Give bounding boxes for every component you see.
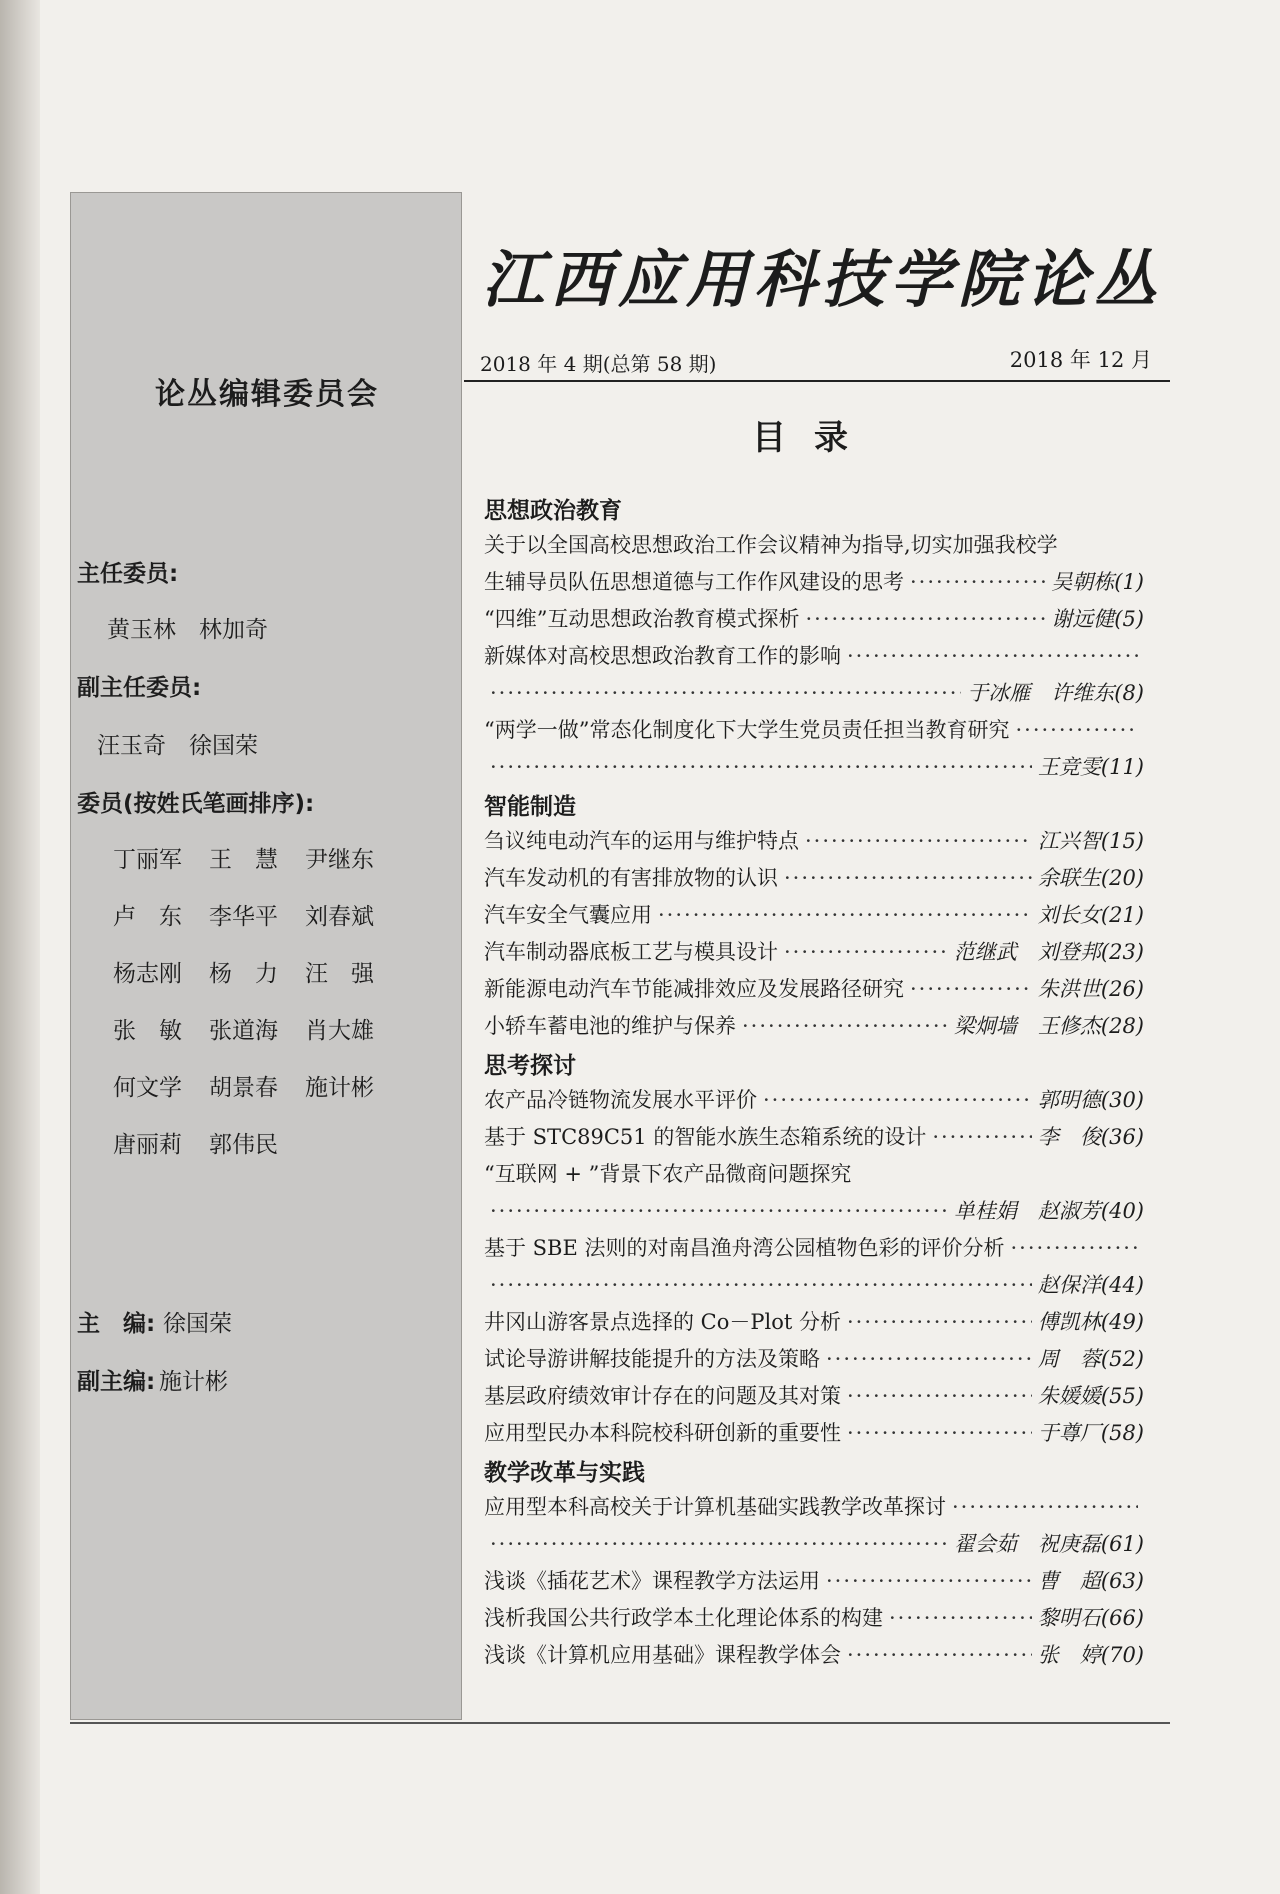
director-names: 黄玉林 林加奇 <box>107 617 268 643</box>
toc-entry <box>484 825 1144 862</box>
toc-entry-author-page: 赵保洋(44) <box>1037 1273 1144 1297</box>
toc-entry-title: 基于 STC89C51 的智能水族生态箱系统的设计 <box>484 1125 927 1149</box>
member-name: 杨志刚 <box>113 961 182 987</box>
leader-dots <box>910 570 1045 594</box>
toc-entry-title: 浅谈《插花艺术》课程教学方法运用 <box>484 1569 820 1593</box>
toc-entry-title: “四维”互动思想政治教育模式探析 <box>484 607 800 631</box>
bottom-rule <box>70 1722 1170 1724</box>
toc-entry-author-page: 余联生(20) <box>1037 866 1144 890</box>
toc-entry <box>484 566 1144 603</box>
toc-entry <box>484 1084 1144 1121</box>
toc-entry-title: 试论导游讲解技能提升的方法及策略 <box>484 1347 820 1371</box>
member-name: 张道海 <box>209 1018 278 1044</box>
leader-dots <box>847 1310 1032 1334</box>
director-label: 主任委员: <box>77 561 179 587</box>
toc-entry-author-page: 李 俊(36) <box>1037 1125 1144 1149</box>
member-list <box>113 841 401 1183</box>
member-name: 肖大雄 <box>305 1018 374 1044</box>
leader-dots <box>784 940 948 964</box>
toc-entry <box>484 1417 1144 1454</box>
toc-entry-author-page: 傅凯林(49) <box>1037 1310 1144 1334</box>
toc-entry <box>484 1232 1144 1269</box>
toc-entry-title: 应用型本科高校关于计算机基础实践教学改革探讨 <box>484 1495 946 1519</box>
toc-entry <box>484 640 1144 677</box>
toc-entry-title: 新媒体对高校思想政治教育工作的影响 <box>484 644 841 668</box>
toc-entry-author-page: 曹 超(63) <box>1037 1569 1144 1593</box>
toc-entry-title: 基于 SBE 法则的对南昌渔舟湾公园植物色彩的评价分析 <box>484 1236 1005 1260</box>
member-row <box>113 898 401 955</box>
toc-entry <box>484 1195 1144 1232</box>
toc-entry-author-page: 郭明德(30) <box>1037 1088 1144 1112</box>
toc-entry-author-page: 王竞雯(11) <box>1037 755 1144 779</box>
leader-dots <box>932 1125 1032 1149</box>
leader-dots <box>763 1088 1032 1112</box>
toc-entry-title: 基层政府绩效审计存在的问题及其对策 <box>484 1384 841 1408</box>
leader-dots <box>1015 718 1138 742</box>
leader-dots <box>784 866 1032 890</box>
chief-editor-name: 徐国荣 <box>163 1311 232 1337</box>
leader-dots <box>490 1273 1032 1297</box>
toc-entry <box>484 714 1144 751</box>
leader-dots <box>490 1199 948 1223</box>
vice-director-label: 副主任委员: <box>77 675 202 701</box>
toc-entry-title: 生辅导员队伍思想道德与工作作风建设的思考 <box>484 570 904 594</box>
toc-entry <box>484 1306 1144 1343</box>
toc-entry-title: 井冈山游客景点选择的 Co－Plot 分析 <box>484 1310 841 1334</box>
toc-entry-author-page: 张 婷(70) <box>1037 1643 1144 1667</box>
toc-entry-author-page: 黎明石(66) <box>1037 1606 1144 1630</box>
toc-entry-author-page: 刘长女(21) <box>1037 903 1144 927</box>
toc-title: 目录 <box>752 418 876 458</box>
toc-section-heading: 教学改革与实践 <box>484 1460 645 1486</box>
leader-dots <box>742 1014 948 1038</box>
chief-editor-label: 主 编: <box>77 1311 156 1337</box>
leader-dots <box>952 1495 1138 1519</box>
toc-entry <box>484 1565 1144 1602</box>
leader-dots <box>889 1606 1032 1630</box>
vice-director-names: 汪玉奇 徐国荣 <box>97 733 258 759</box>
editorial-board-title: 论丛编辑委员会 <box>155 377 379 412</box>
toc-entry-author-page: 单桂娟 赵淑芳(40) <box>953 1199 1144 1223</box>
leader-dots <box>847 1421 1032 1445</box>
toc-entry-author-page: 周 蓉(52) <box>1037 1347 1144 1371</box>
toc-entry <box>484 1639 1144 1676</box>
toc-entry <box>484 751 1144 788</box>
member-row <box>113 1126 401 1183</box>
deputy-editor-name: 施计彬 <box>159 1369 228 1395</box>
member-name: 卢 东 <box>113 904 182 930</box>
member-name: 王 慧 <box>209 847 278 873</box>
member-name: 何文学 <box>113 1075 182 1101</box>
member-name: 丁丽军 <box>113 847 182 873</box>
toc-entry <box>484 1380 1144 1417</box>
journal-title: 江西应用科技学院论丛 <box>482 243 1163 316</box>
member-name <box>305 1126 401 1183</box>
toc-entry-title: 农产品冷链物流发展水平评价 <box>484 1088 757 1112</box>
toc-entry-author-page: 梁炯墙 王修杰(28) <box>953 1014 1144 1038</box>
toc-entry-title: 汽车安全气囊应用 <box>484 903 652 927</box>
toc-section-heading: 思想政治教育 <box>484 498 622 524</box>
toc-section-heading: 智能制造 <box>484 794 576 820</box>
leader-dots <box>826 1569 1032 1593</box>
toc-entry-title: 小轿车蓄电池的维护与保养 <box>484 1014 736 1038</box>
leader-dots <box>490 681 961 705</box>
member-row <box>113 955 401 1012</box>
leader-dots <box>1011 1236 1139 1260</box>
toc-entry-author-page: 吴朝栋(1) <box>1051 570 1144 594</box>
toc-entry-title: 汽车制动器底板工艺与模具设计 <box>484 940 778 964</box>
toc-entry <box>484 899 1144 936</box>
toc-entry-title: 汽车发动机的有害排放物的认识 <box>484 866 778 890</box>
leader-dots <box>490 1532 948 1556</box>
toc-section-heading: 思考探讨 <box>484 1053 576 1079</box>
member-name: 尹继东 <box>305 847 374 873</box>
toc-entry-author-page: 谢远健(5) <box>1051 607 1144 631</box>
member-row <box>113 841 401 898</box>
toc-entry <box>484 677 1144 714</box>
toc-entry-author-page: 于冰雁 许维东(8) <box>967 681 1144 705</box>
toc-entry-author-page: 范继武 刘登邦(23) <box>953 940 1144 964</box>
leader-dots <box>910 977 1032 1001</box>
toc-entry-title: 浅谈《计算机应用基础》课程教学体会 <box>484 1643 841 1667</box>
members-label: 委员(按姓氏笔画排序): <box>77 791 315 817</box>
leader-dots <box>826 1347 1032 1371</box>
toc-entry <box>484 1343 1144 1380</box>
toc-entry-title: “两学一做”常态化制度化下大学生党员责任担当教育研究 <box>484 718 1010 742</box>
toc-entry-title: 浅析我国公共行政学本土化理论体系的构建 <box>484 1606 883 1630</box>
leader-dots <box>490 755 1032 779</box>
toc-entry <box>484 862 1144 899</box>
member-name: 郭伟民 <box>209 1132 278 1158</box>
header-rule <box>464 380 1170 382</box>
toc-entry <box>484 973 1144 1010</box>
toc-entry-author-page: 江兴智(15) <box>1037 829 1144 853</box>
member-row <box>113 1012 401 1069</box>
leader-dots <box>805 607 1045 631</box>
toc-entry-title: 应用型民办本科院校科研创新的重要性 <box>484 1421 841 1445</box>
toc-entry-line: “互联网 + ”背景下农产品微商问题探究 <box>484 1162 852 1186</box>
issue-number: 2018 年 4 期(总第 58 期) <box>480 352 717 376</box>
toc-entry-author-page: 于尊厂(58) <box>1037 1421 1144 1445</box>
leader-dots <box>847 644 1138 668</box>
toc-entry-author-page: 朱媛媛(55) <box>1037 1384 1144 1408</box>
toc-entry-title: 刍议纯电动汽车的运用与维护特点 <box>484 829 799 853</box>
toc-entry-author-page: 翟会茹 祝庚磊(61) <box>953 1532 1144 1556</box>
issue-date: 2018 年 12 月 <box>1009 348 1152 372</box>
member-name: 唐丽莉 <box>113 1132 182 1158</box>
toc-entry <box>484 1528 1144 1565</box>
table-of-contents <box>484 492 1144 1676</box>
leader-dots <box>847 1384 1032 1408</box>
toc-entry-line: 关于以全国高校思想政治工作会议精神为指导,切实加强我校学 <box>484 533 1058 557</box>
member-row <box>113 1069 401 1126</box>
toc-entry <box>484 1269 1144 1306</box>
member-name: 张 敏 <box>113 1018 182 1044</box>
toc-entry <box>484 1121 1144 1158</box>
leader-dots <box>805 829 1032 853</box>
member-name: 胡景春 <box>209 1075 278 1101</box>
toc-entry-title: 新能源电动汽车节能减排效应及发展路径研究 <box>484 977 904 1001</box>
member-name: 汪 强 <box>305 961 374 987</box>
deputy-editor-label: 副主编: <box>77 1369 156 1395</box>
member-name: 李华平 <box>209 904 278 930</box>
toc-entry <box>484 1602 1144 1639</box>
page-edge-shadow <box>0 0 40 1894</box>
leader-dots <box>847 1643 1032 1667</box>
toc-entry <box>484 936 1144 973</box>
toc-entry <box>484 603 1144 640</box>
toc-entry <box>484 1010 1144 1047</box>
member-name: 施计彬 <box>305 1075 374 1101</box>
editorial-board-panel <box>70 192 462 1720</box>
leader-dots <box>658 903 1032 927</box>
toc-entry <box>484 1491 1144 1528</box>
member-name: 刘春斌 <box>305 904 374 930</box>
toc-entry-author-page: 朱洪世(26) <box>1037 977 1144 1001</box>
member-name: 杨 力 <box>209 961 278 987</box>
